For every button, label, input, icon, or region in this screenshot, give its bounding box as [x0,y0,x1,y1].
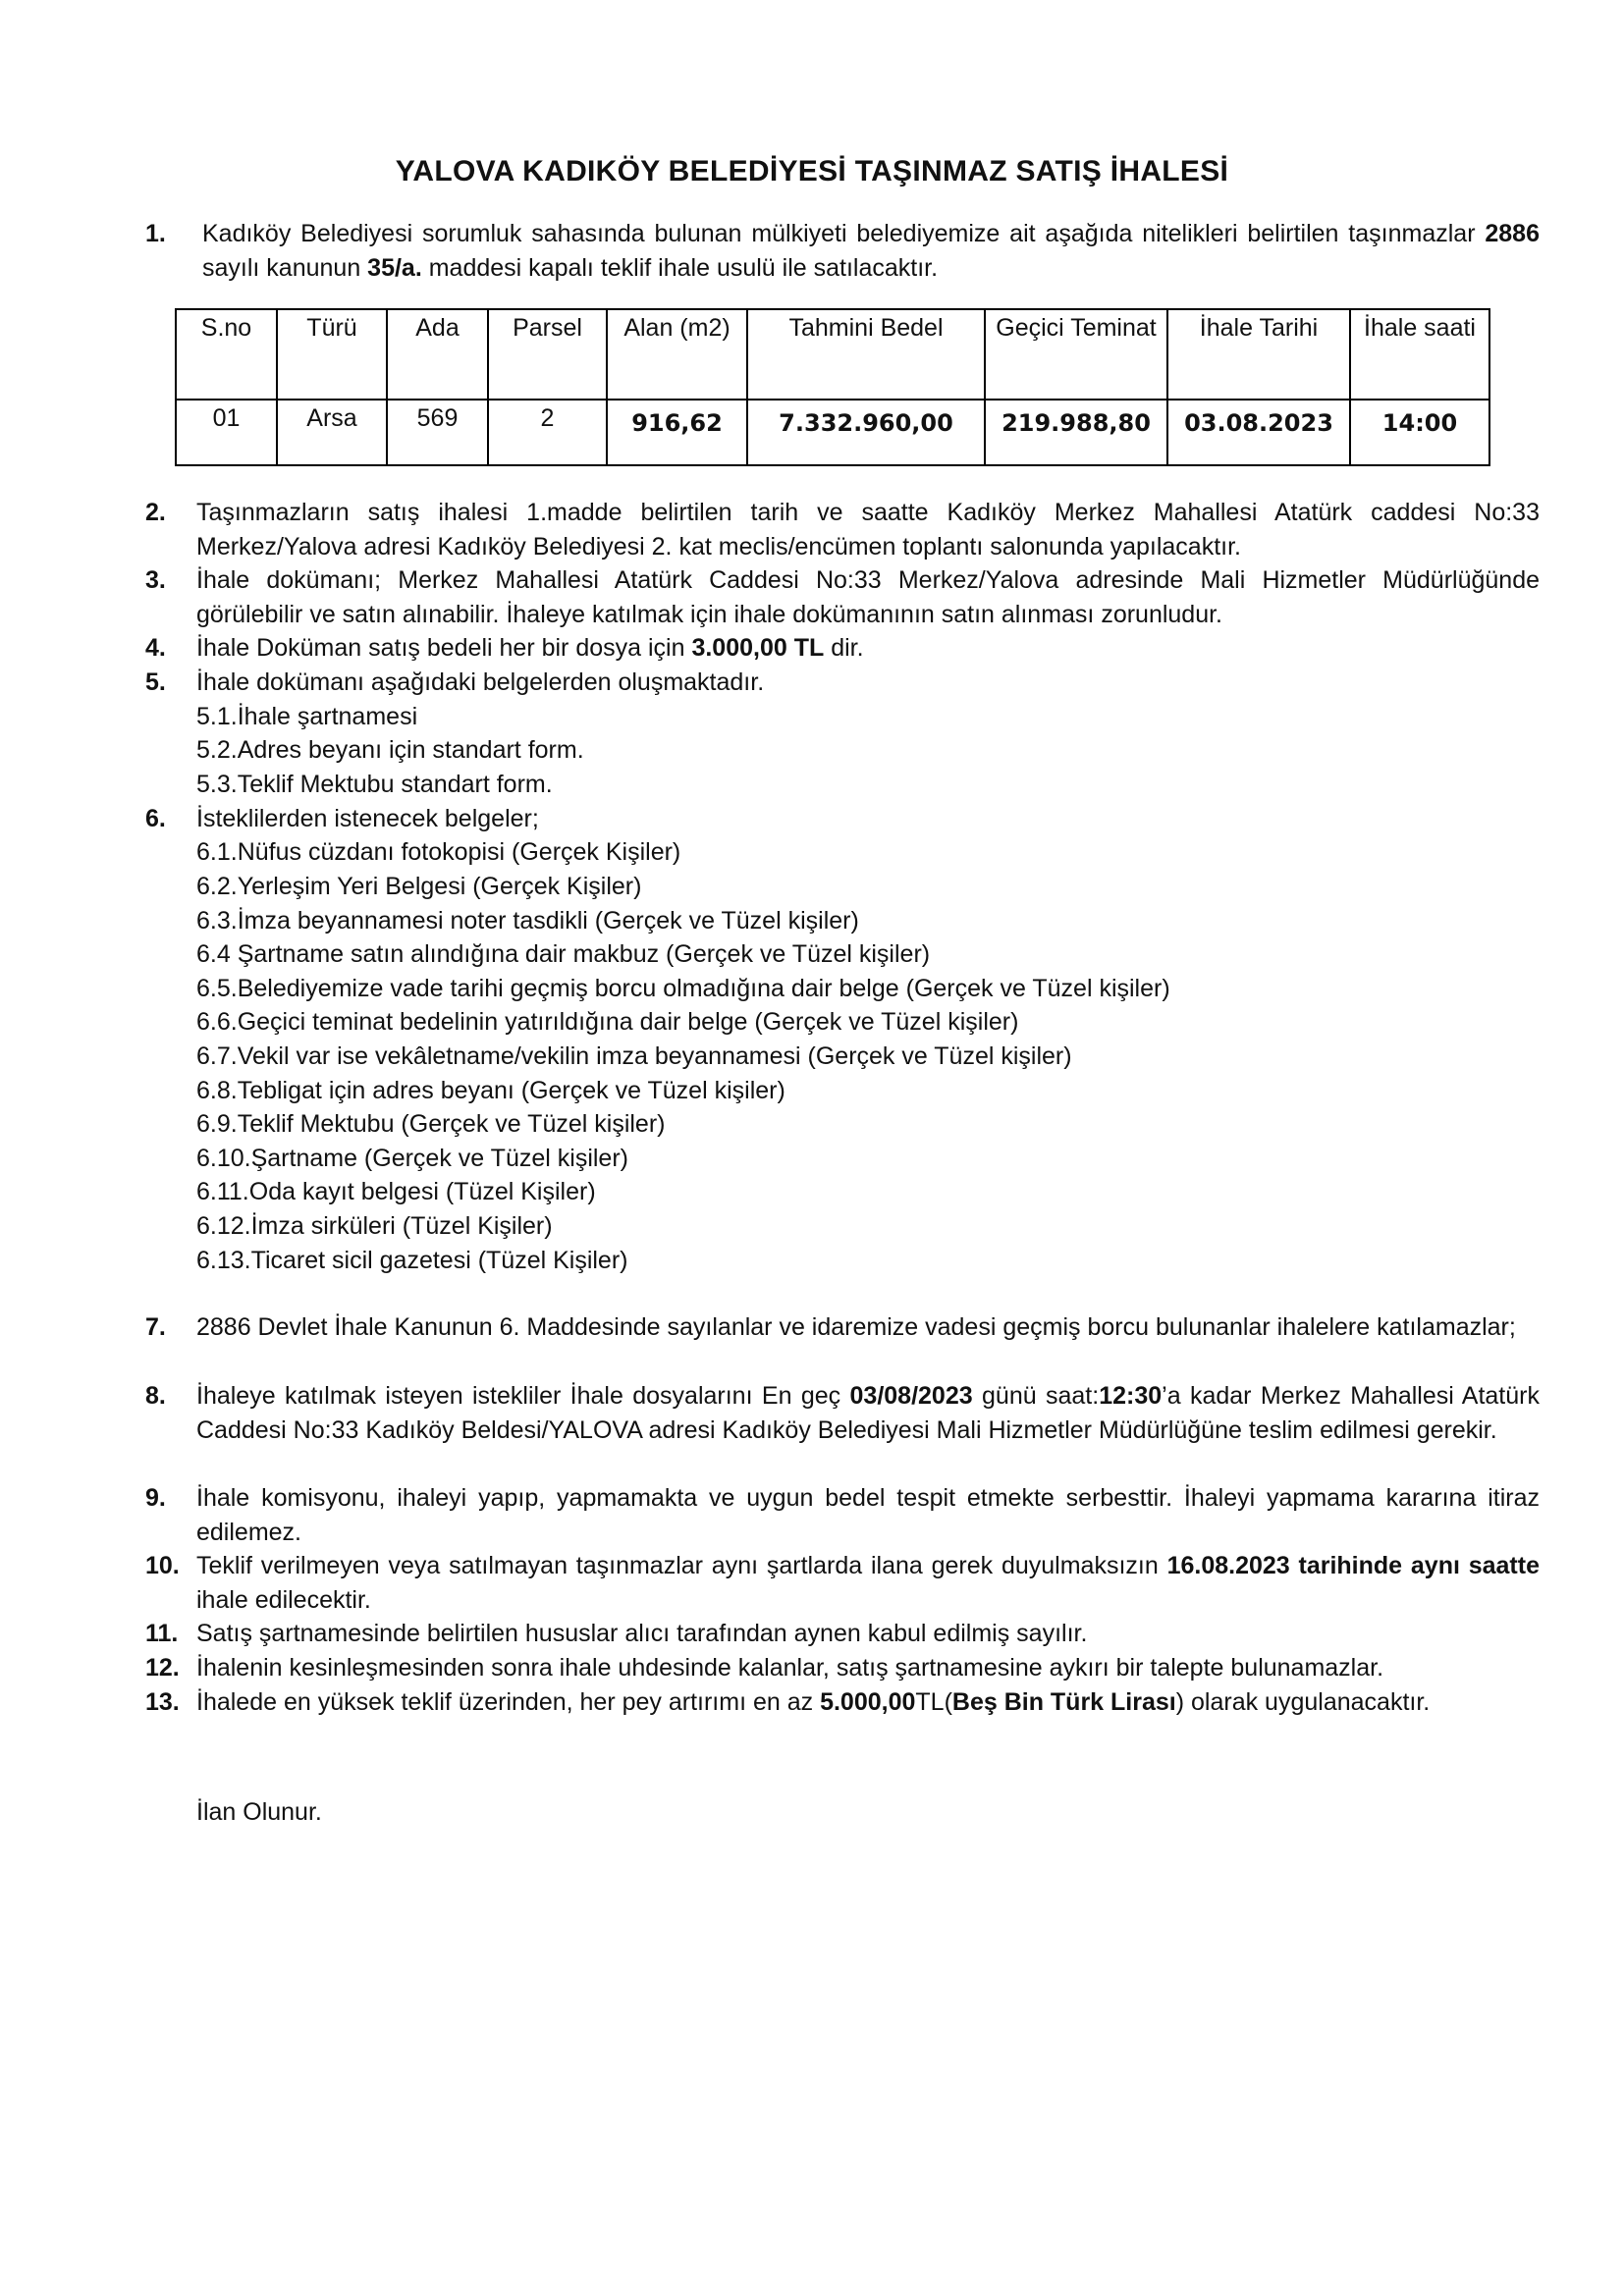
clause-11 [145,1617,1540,1651]
clause-number: 10. [145,1552,180,1579]
list-item: 6.8.Tebligat için adres beyanı (Gerçek ve Tüzel kişiler) [196,1077,785,1104]
clause-number: 3. [145,566,166,594]
clause-text: 2886 Devlet İhale Kanunun 6. Maddesinde sayılanlar ve idaremize vadesi geçmiş borcu bulunanlar ihalelere katılamazlar; [196,1313,1516,1341]
table-cell: 01 [176,400,277,465]
list-item: 6.11.Oda kayıt belgesi (Tüzel Kişiler) [196,1178,596,1205]
page-title: YALOVA KADIKÖY BELEDİYESİ TAŞINMAZ SATIŞ İHALESİ [395,155,1229,187]
table-cell: Arsa [277,400,387,465]
clause-text: İhalenin kesinleşmesinden sonra ihale uhdesinde kalanlar, satış şartnamesine aykırı bir talepte bulunamazlar. [196,1654,1384,1682]
property-table [175,308,1490,466]
list-item: 6.5.Belediyemize vade tarihi geçmiş borcu olmadığına dair belge (Gerçek ve Tüzel kişiler) [196,975,1170,1002]
clause-4 [145,631,1540,666]
clause-number: 1. [145,220,166,247]
table-row [176,400,1489,465]
clause-8 [145,1379,1540,1448]
clause-text: İhaleye katılmak isteyen istekliler İhale dosyalarını En geç 03/08/2023 günü saat:12:30’a kadar Merkez Mahallesi Atatürk Caddesi No:33 Kadıköy Beldesi/YALOVA adresi Kadıköy Belediyesi Mali Hizmetler Müdürlüğüne teslim edilmesi gerekir. [196,1382,1540,1444]
clause-number: 7. [145,1313,166,1341]
clause-6 [145,802,1540,836]
clause-text: İhalede en yüksek teklif üzerinden, her pey artırımı en az 5.000,00TL(Beş Bin Türk Lirası) olarak uygulanacaktır. [196,1688,1431,1716]
table-header-row [176,309,1489,400]
clause-text: Teklif verilmeyen veya satılmayan taşınmazlar aynı şartlarda ilana gerek duyulmaksızın 16.08.2023 tarihinde aynı saatte ihale edilecektir. [196,1552,1540,1614]
table-cell: 569 [387,400,488,465]
clause-number: 4. [145,634,166,662]
table-cell: 14:00 [1350,400,1489,465]
clause-text: İhale komisyonu, ihaleyi yapıp, yapmamakta ve uygun bedel tespit etmekte serbesttir. İhaleyi yapmama kararına itiraz edilemez. [196,1484,1540,1546]
list-item: 5.1.İhale şartnamesi [196,703,418,730]
list-item: 6.3.İmza beyannamesi noter tasdikli (Gerçek ve Tüzel kişiler) [196,907,859,934]
table-header-cell: Alan (m2) [607,309,747,400]
list-item: 6.12.İmza sirküleri (Tüzel Kişiler) [196,1212,553,1240]
closing-statement: İlan Olunur. [196,1798,322,1826]
clause-2 [145,496,1540,564]
table-cell: 2 [488,400,607,465]
table-cell: 03.08.2023 [1167,400,1350,465]
clause-9 [145,1481,1540,1550]
table-header-cell: Tahmini Bedel [747,309,985,400]
table-header-cell: Geçici Teminat [985,309,1167,400]
list-item: 5.3.Teklif Mektubu standart form. [196,771,553,798]
clause-text: İhale Doküman satış bedeli her bir dosya için 3.000,00 TL dir. [196,634,864,662]
table-header-cell: Türü [277,309,387,400]
clause-text: Kadıköy Belediyesi sorumluk sahasında bulunan mülkiyeti belediyemize ait aşağıda nitelikleri belirtilen taşınmazlar 2886 sayılı kanunun 35/a. maddesi kapalı teklif ihale usulü ile satılacaktır. [202,220,1540,282]
list-item: 6.2.Yerleşim Yeri Belgesi (Gerçek Kişiler) [196,873,642,900]
table-header-cell: İhale Tarihi [1167,309,1350,400]
clause-3 [145,563,1540,632]
clause-number: 13. [145,1688,180,1716]
list-item: 6.6.Geçici teminat bedelinin yatırıldığına dair belge (Gerçek ve Tüzel kişiler) [196,1008,1019,1036]
list-item: 6.7.Vekil var ise vekâletname/vekilin imza beyannamesi (Gerçek ve Tüzel kişiler) [196,1042,1072,1070]
clause-text: Taşınmazların satış ihalesi 1.madde belirtilen tarih ve saatte Kadıköy Merkez Mahallesi Atatürk caddesi No:33 Merkez/Yalova adresi Kadıköy Belediyesi 2. kat meclis/encümen toplantı salonunda yapılacaktır. [196,499,1540,561]
clause-number: 12. [145,1654,180,1682]
clause-12 [145,1651,1540,1685]
table-header-cell: İhale saati [1350,309,1489,400]
table-header-cell: S.no [176,309,277,400]
clause-number: 5. [145,668,166,696]
clause-number: 11. [145,1620,179,1647]
table-cell: 7.332.960,00 [747,400,985,465]
clause-number: 6. [145,805,166,832]
clause-text: İhale dokümanı; Merkez Mahallesi Atatürk Caddesi No:33 Merkez/Yalova adresinde Mali Hizmetler Müdürlüğünde görülebilir ve satın alınabilir. İhaleye katılmak için ihale dokümanının satın alınması zorunludur. [196,566,1540,628]
clause-number: 9. [145,1484,166,1512]
clause-number: 2. [145,499,166,526]
clause-13 [145,1685,1540,1720]
list-item: 6.4 Şartname satın alındığına dair makbuz (Gerçek ve Tüzel kişiler) [196,940,931,968]
list-item: 5.2.Adres beyanı için standart form. [196,736,584,764]
clause-7 [145,1310,1540,1345]
clause-5 [145,666,1540,700]
table-header-cell: Ada [387,309,488,400]
clause-number: 8. [145,1382,166,1410]
table-cell: 916,62 [607,400,747,465]
clause-1 [145,217,1540,286]
list-item: 6.9.Teklif Mektubu (Gerçek ve Tüzel kişiler) [196,1110,666,1138]
clause-10 [145,1549,1540,1618]
table-header-cell: Parsel [488,309,607,400]
clause-text: Satış şartnamesinde belirtilen hususlar alıcı tarafından aynen kabul edilmiş sayılır. [196,1620,1088,1647]
clause-text: İhale dokümanı aşağıdaki belgelerden oluşmaktadır. [196,668,765,696]
list-item: 6.10.Şartname (Gerçek ve Tüzel kişiler) [196,1145,628,1172]
clause-text: İsteklilerden istenecek belgeler; [196,805,539,832]
list-item: 6.13.Ticaret sicil gazetesi (Tüzel Kişiler) [196,1247,628,1274]
list-item: 6.1.Nüfus cüzdanı fotokopisi (Gerçek Kişiler) [196,838,681,866]
table-cell: 219.988,80 [985,400,1167,465]
